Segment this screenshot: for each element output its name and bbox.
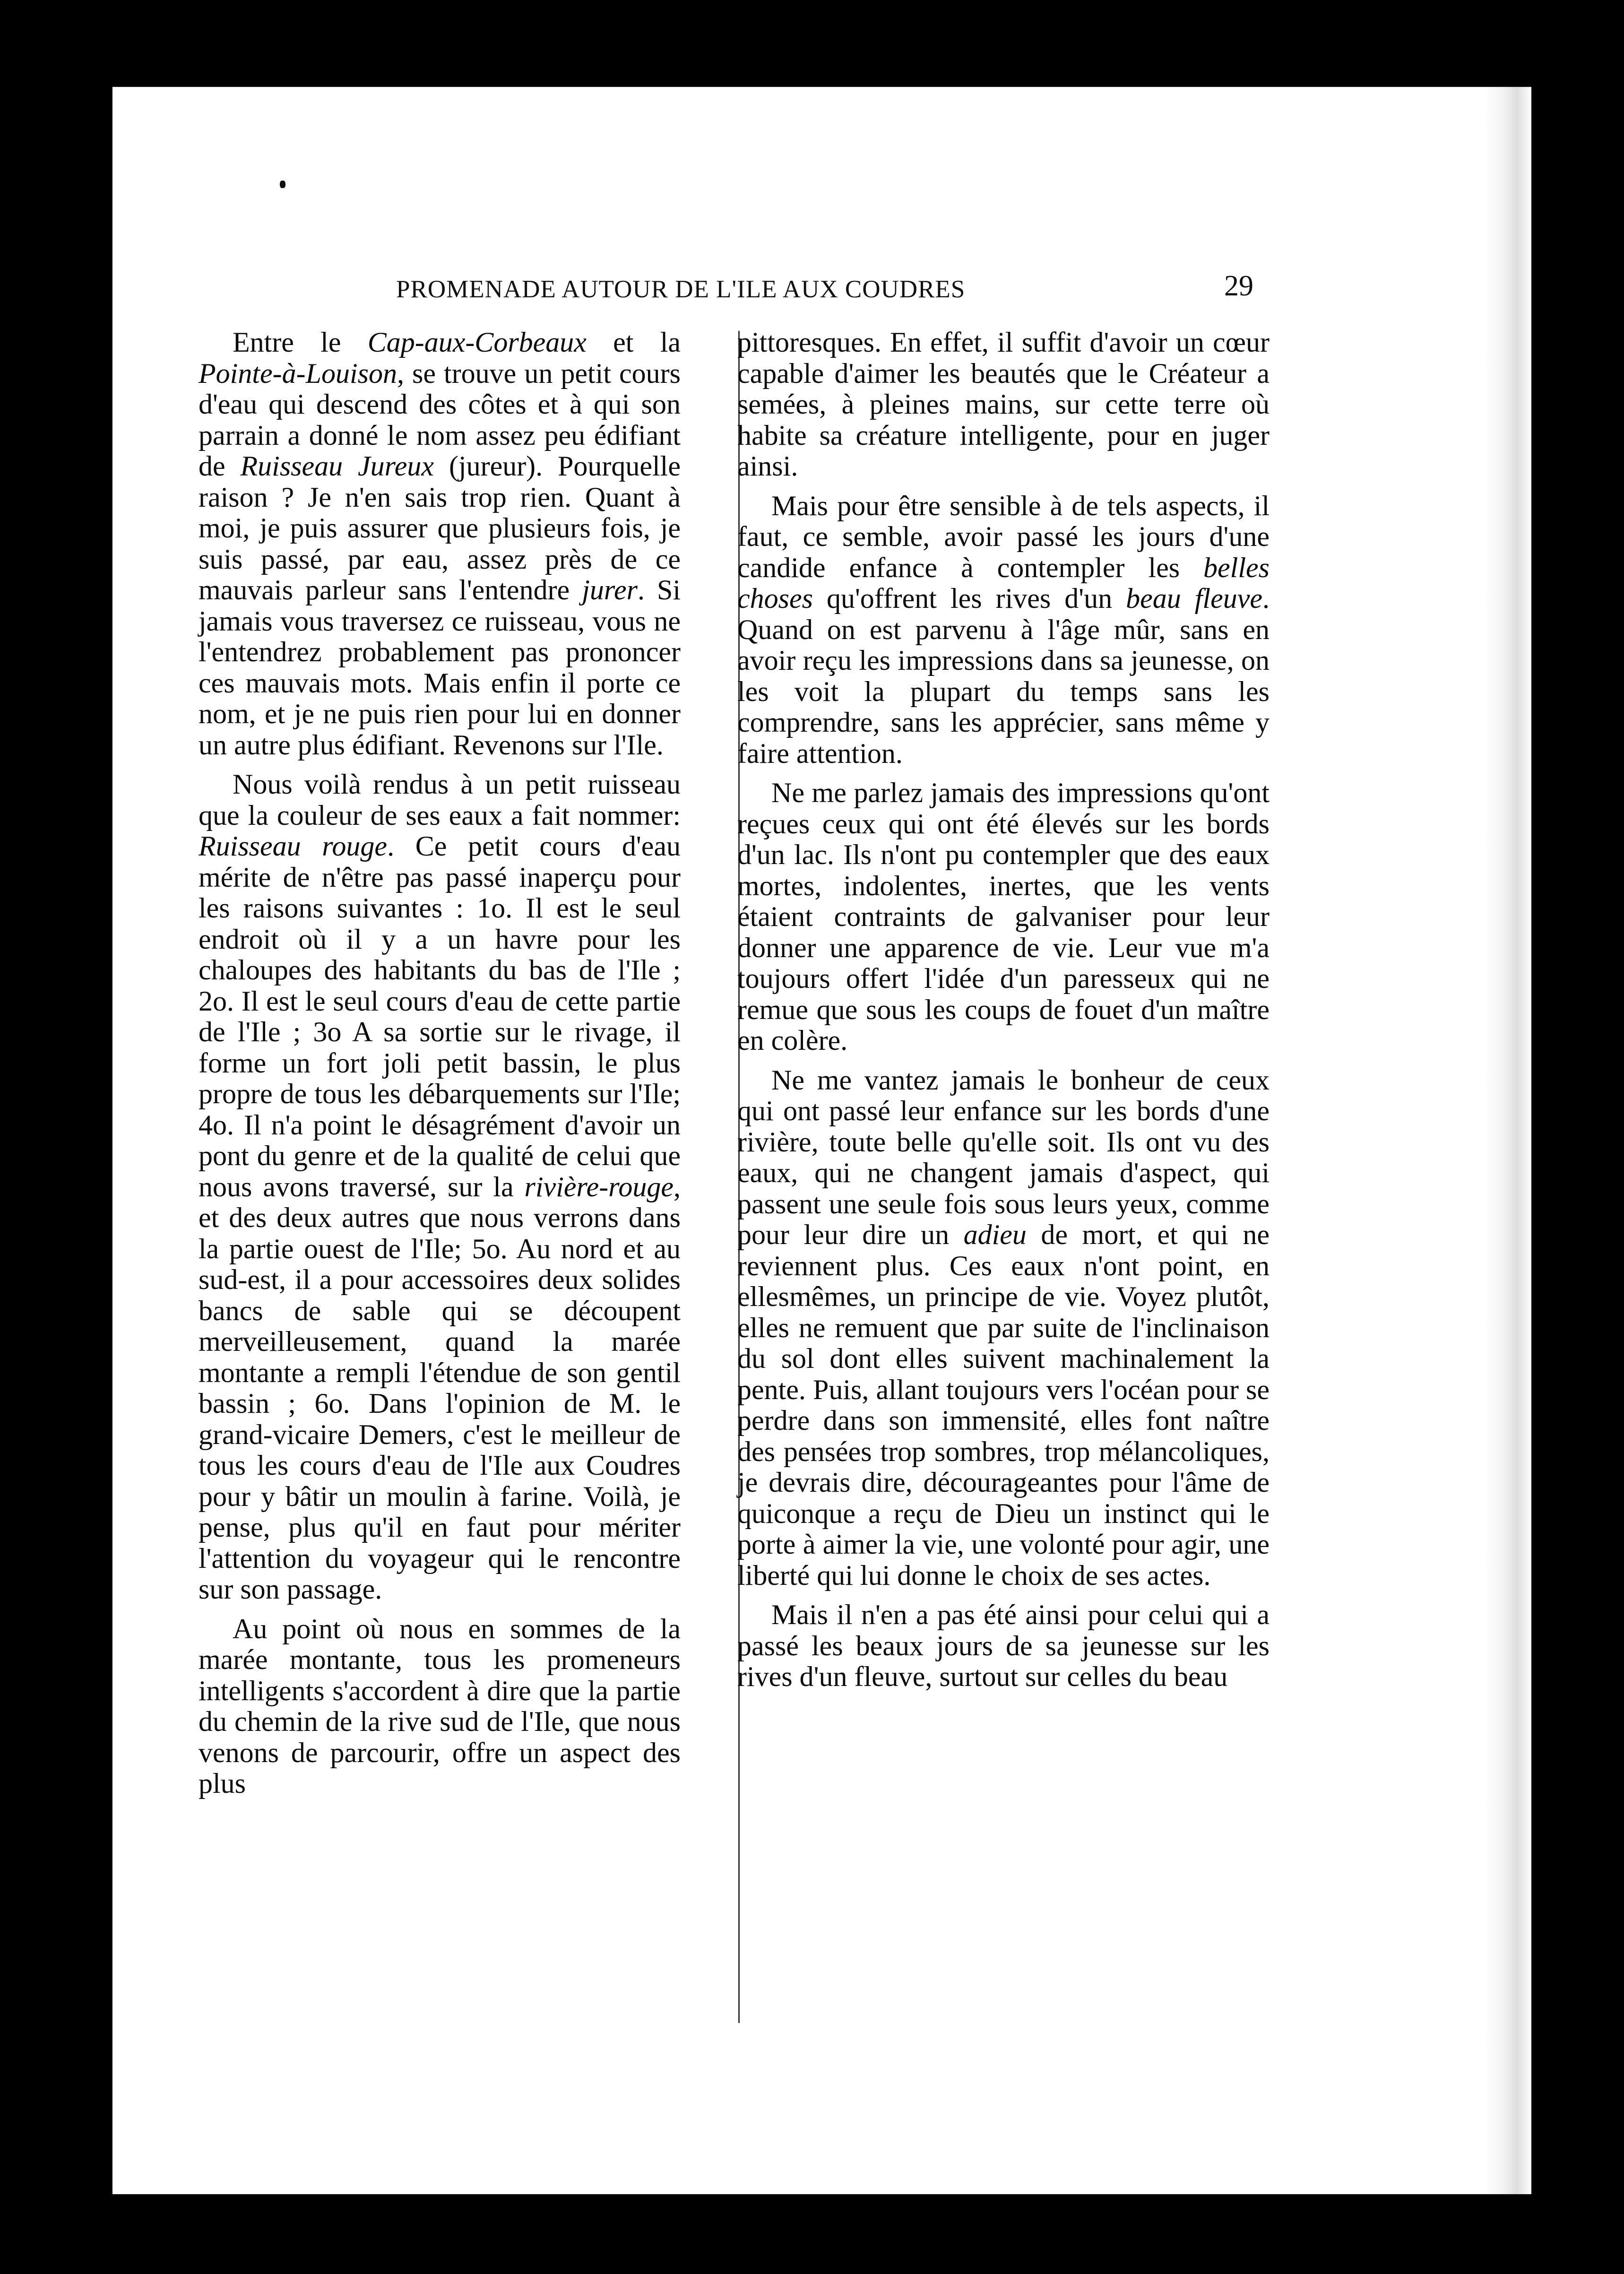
paragraph: Au point où nous en sommes de la marée montante, tous les promeneurs intelligents s'accordent à dire que la partie du chemin de la rive sud de l'Ile, que nous venons de parcourir, offre un aspect des plus (199, 1613, 681, 1799)
left-column (199, 327, 681, 1808)
page-number: 29 (1224, 270, 1253, 302)
paragraph: Mais il n'en a pas été ainsi pour celui qui a passé les beaux jours de sa jeunesse sur les rives d'un fleuve, surtout sur celles du beau (737, 1599, 1270, 1692)
paragraph: pittoresques. En effet, il suffit d'avoir un cœur capable d'aimer les beautés que le Créateur a semées, à pleines mains, sur cette terre où habite sa créature intelligente, pour en juger ainsi. (737, 327, 1270, 482)
paragraph: Ne me parlez jamais des impressions qu'ont reçues ceux qui ont été élevés sur les bords d'un lac. Ils n'ont pu contempler que des eaux mortes, indolentes, inertes, que les vents étaient contraints de galvaniser pour leur donner une apparence de vie. Leur vue m'a toujours offert l'idée d'un paresseux qui ne remue que sous les coups de fouet d'un maître en colère. (737, 777, 1270, 1056)
running-head: PROMENADE AUTOUR DE L'ILE AUX COUDRES (396, 276, 966, 303)
paragraph: Mais pour être sensible à de tels aspects, il faut, ce semble, avoir passé les jours d'une candide enfance à contempler les belles choses qu'offrent les rives d'un beau fleuve. Quand on est parvenu à l'âge mûr, sans en avoir reçu les impressions dans sa jeunesse, on les voit la plupart du temps sans les comprendre, sans les apprécier, sans même y faire attention. (737, 490, 1270, 769)
page-edge-shadow (1484, 87, 1531, 2194)
ink-speck (280, 181, 285, 188)
paragraph: Entre le Cap-aux-Corbeaux et la Pointe-à-Louison, se trouve un petit cours d'eau qui descend des côtes et à qui son parrain a donné le nom assez peu édifiant de Ruisseau Jureux (jureur). Pourquelle raison ? Je n'en sais trop rien. Quant à moi, je puis assurer que plusieurs fois, je suis passé, par eau, assez près de ce mauvais parleur sans l'entendre jurer. Si jamais vous traversez ce ruisseau, vous ne l'entendrez probablement pas prononcer ces mauvais mots. Mais enfin il porte ce nom, et je ne puis rien pour lui en donner un autre plus édifiant. Revenons sur l'Ile. (199, 327, 681, 761)
paragraph: Ne me vantez jamais le bonheur de ceux qui ont passé leur enfance sur les bords d'une rivière, toute belle qu'elle soit. Ils ont vu des eaux, qui ne changent jamais d'aspect, qui passent une seule fois sous leurs yeux, comme pour leur dire un adieu de mort, et qui ne reviennent plus. Ces eaux n'ont point, en ellesmêmes, un principe de vie. Voyez plutôt, elles ne remuent que par suite de l'inclinaison du sol dont elles suivent machinalement la pente. Puis, allant toujours vers l'océan pour se perdre dans son immensité, elles font naître des pensées trop sombres, trop mélancoliques, je devrais dire, décourageantes pour l'âme de quiconque a reçu de Dieu un instinct qui le porte à aimer la vie, une volonté pour agir, une liberté qui lui donne le choix de ses actes. (737, 1064, 1270, 1591)
paragraph: Nous voilà rendus à un petit ruisseau que la couleur de ses eaux a fait nommer: Ruisseau rouge. Ce petit cours d'eau mérite de n'être pas passé inaperçu pour les raisons suivantes : 1o. Il est le seul endroit où il y a un havre pour les chaloupes des habitants du bas de l'Ile ; 2o. Il est le seul cours d'eau de cette partie de l'Ile ; 3o A sa sortie sur le rivage, il forme un fort joli petit bassin, le plus propre de tous les débarquements sur l'Ile; 4o. Il n'a point le désagrément d'avoir un pont du genre et de la qualité de celui que nous avons traversé, sur la rivière-rouge, et des deux autres que nous verrons dans la partie ouest de l'Ile; 5o. Au nord et au sud-est, il a pour accessoires deux solides bancs de sable qui se découpent merveilleusement, quand la marée montante a rempli l'étendue de son gentil bassin ; 6o. Dans l'opinion de M. le grand-vicaire Demers, c'est le meilleur de tous les cours d'eau de l'Ile aux Coudres pour y bâtir un moulin à farine. Voilà, je pense, plus qu'il en faut pour mériter l'attention du voyageur qui le rencontre sur son passage. (199, 769, 681, 1605)
right-column (737, 327, 1270, 1701)
